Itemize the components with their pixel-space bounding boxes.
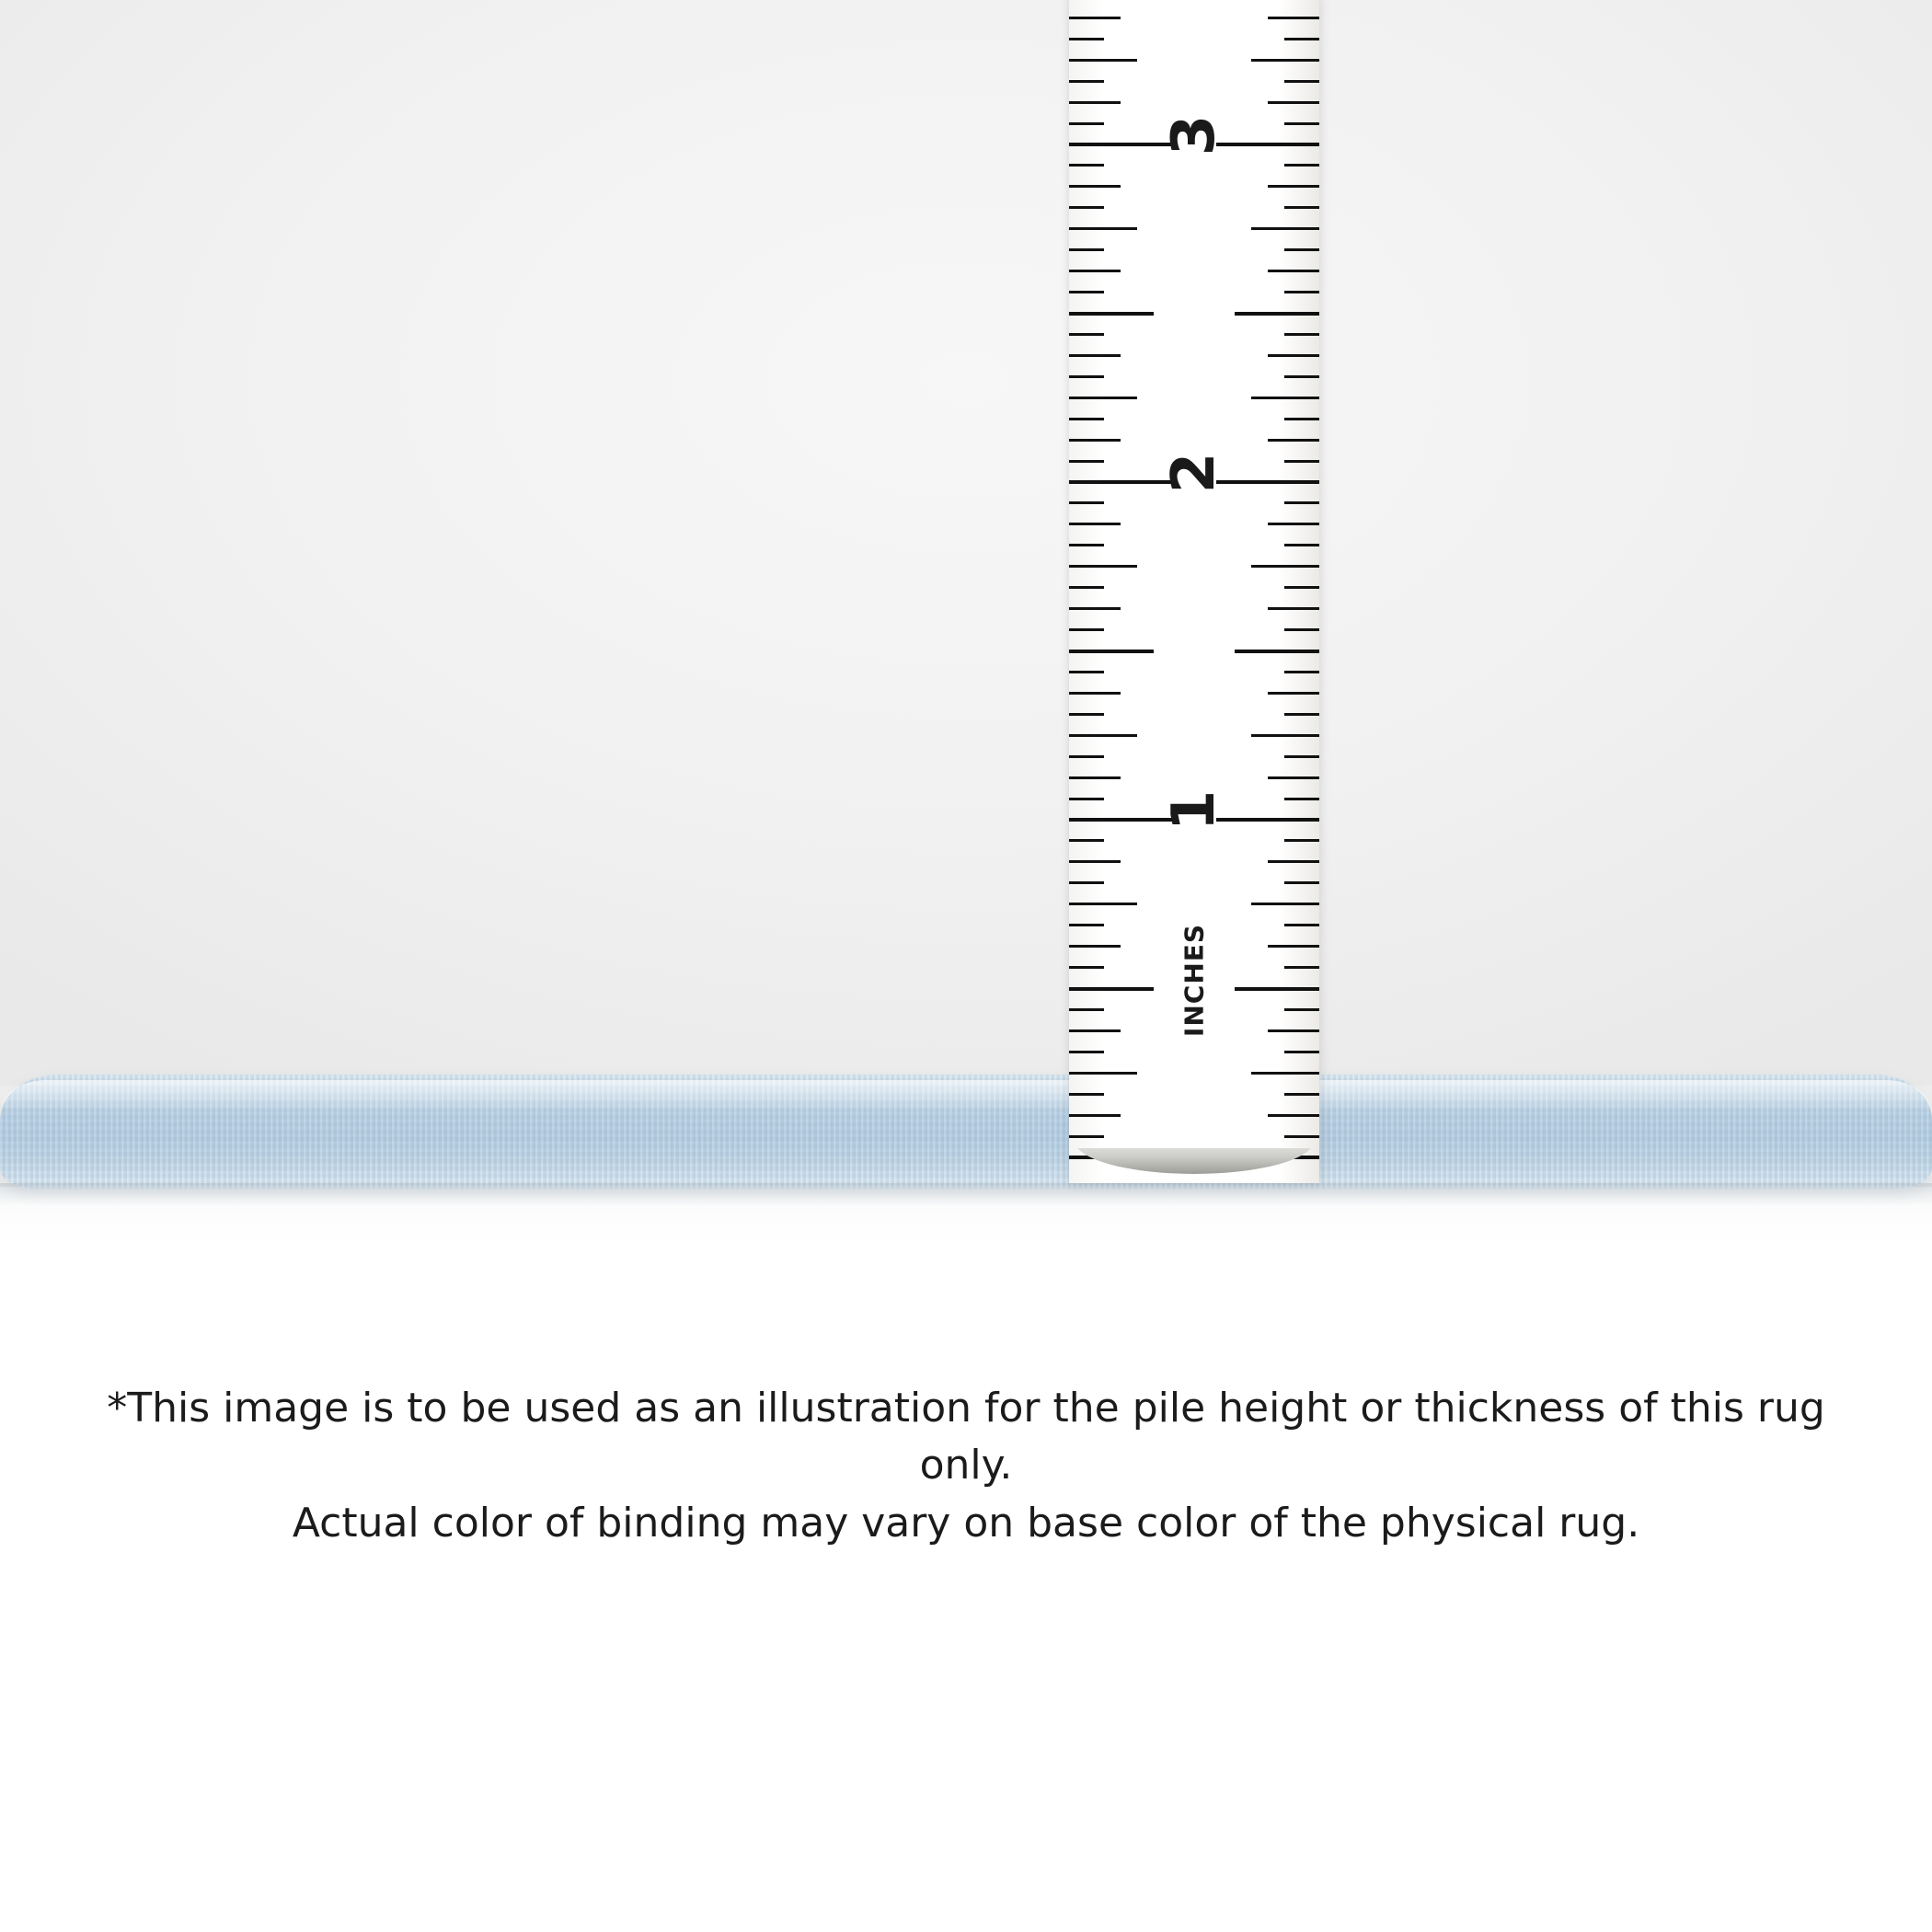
ruler-tick <box>1284 206 1319 209</box>
ruler-tick <box>1284 966 1319 969</box>
ruler-tick <box>1069 1072 1137 1075</box>
ruler-tick <box>1268 945 1319 948</box>
ruler-tick <box>1284 881 1319 884</box>
ruler-tick <box>1284 1135 1319 1138</box>
ruler-metal-tip <box>1069 1148 1319 1190</box>
ruler-tick <box>1069 1051 1104 1053</box>
ruler-tick <box>1069 333 1104 336</box>
ruler-tick <box>1268 17 1319 19</box>
ruler-unit-label: INCHES <box>1179 924 1210 1038</box>
ruler-tick <box>1216 480 1319 484</box>
ruler-tick <box>1268 1029 1319 1032</box>
ruler-number-1: 1 <box>1160 789 1228 832</box>
ruler-tick <box>1069 460 1104 463</box>
ruler-tick <box>1284 460 1319 463</box>
ruler-tick <box>1251 734 1319 737</box>
ruler-tick <box>1069 206 1104 209</box>
ruler-tick <box>1069 755 1104 758</box>
caption-block <box>0 1380 1932 1552</box>
ruler-tick <box>1284 122 1319 125</box>
ruler-tick <box>1284 586 1319 589</box>
ruler-tick <box>1251 1072 1319 1075</box>
ruler-tick <box>1069 881 1104 884</box>
ruler-tick <box>1268 523 1319 525</box>
ruler-tick <box>1284 839 1319 842</box>
ruler-tick <box>1069 501 1104 504</box>
ruler-tick <box>1069 397 1137 399</box>
ruler-tick <box>1251 565 1319 568</box>
ruler-tick <box>1069 480 1172 484</box>
ruler-tick <box>1069 650 1154 653</box>
ruler-tick <box>1069 628 1104 631</box>
rug-edge-highlight <box>0 1080 1932 1111</box>
ruler-tick <box>1069 354 1121 357</box>
ruler-tick <box>1284 164 1319 167</box>
ruler-number-2: 2 <box>1160 452 1228 494</box>
ruler-tick <box>1069 101 1121 104</box>
ruler-tick <box>1268 776 1319 779</box>
ruler-tick <box>1069 248 1104 251</box>
ruler-tick <box>1284 671 1319 673</box>
ruler-tick <box>1251 227 1319 230</box>
ruler-tick <box>1069 1093 1104 1096</box>
ruler-tick <box>1284 924 1319 926</box>
ruler-tick <box>1235 312 1319 316</box>
ruler-tick <box>1284 80 1319 83</box>
ruler-tick <box>1069 418 1104 420</box>
ruler-tick <box>1069 1029 1121 1032</box>
ruler-tick <box>1069 185 1121 188</box>
ruler-tick <box>1069 270 1121 272</box>
ruler <box>1069 0 1319 1183</box>
ruler-tick <box>1069 607 1121 610</box>
ruler-tick <box>1268 185 1319 188</box>
ruler-tick <box>1251 903 1319 905</box>
ruler-tick <box>1268 101 1319 104</box>
ruler-tick <box>1069 1008 1104 1011</box>
ruler-tick <box>1069 966 1104 969</box>
ruler-tick <box>1069 439 1121 442</box>
ruler-tick <box>1268 692 1319 695</box>
ruler-tick <box>1284 755 1319 758</box>
ruler-tick <box>1069 227 1137 230</box>
ruler-tick <box>1069 38 1104 40</box>
ruler-tick <box>1069 818 1172 822</box>
ruler-tick <box>1069 80 1104 83</box>
ruler-tick <box>1268 270 1319 272</box>
ruler-tick <box>1235 987 1319 991</box>
ruler-tick <box>1069 164 1104 167</box>
ruler-tick <box>1069 1135 1104 1138</box>
ruler-tick <box>1069 544 1104 546</box>
ruler-tick <box>1284 501 1319 504</box>
caption-line-2: Actual color of binding may vary on base color of the physical rug. <box>292 1499 1640 1547</box>
ruler-tick <box>1284 248 1319 251</box>
ruler-tick <box>1251 59 1319 62</box>
ruler-tick <box>1069 523 1121 525</box>
ruler-tick <box>1069 291 1104 293</box>
ruler-tick <box>1284 798 1319 800</box>
ruler-tick <box>1284 291 1319 293</box>
ruler-tick <box>1284 418 1319 420</box>
ruler-tick <box>1284 713 1319 716</box>
ruler-tick <box>1069 1114 1121 1117</box>
ruler-tick <box>1284 1051 1319 1053</box>
ruler-tick <box>1069 713 1104 716</box>
ruler-tick <box>1284 375 1319 378</box>
ruler-tick <box>1251 397 1319 399</box>
ruler-tick <box>1069 671 1104 673</box>
ruler-tick <box>1069 122 1104 125</box>
ruler-tick <box>1216 818 1319 822</box>
ruler-tick <box>1069 839 1104 842</box>
ruler-tick <box>1284 628 1319 631</box>
ruler-tick <box>1284 38 1319 40</box>
ruler-tick <box>1268 1114 1319 1117</box>
ruler-tick <box>1284 1093 1319 1096</box>
ruler-tick <box>1284 333 1319 336</box>
ruler-tick <box>1284 1008 1319 1011</box>
ruler-tick <box>1284 544 1319 546</box>
ruler-tick <box>1268 607 1319 610</box>
ruler-tick <box>1069 860 1121 863</box>
ruler-tick <box>1069 776 1121 779</box>
ruler-tick <box>1069 734 1137 737</box>
caption-line-1: *This image is to be used as an illustration for the pile height or thickness of this rug only. <box>107 1385 1825 1489</box>
ruler-tick <box>1069 586 1104 589</box>
ruler-tick <box>1268 354 1319 357</box>
ruler-tick <box>1069 903 1137 905</box>
ruler-tick <box>1268 439 1319 442</box>
ruler-tick <box>1069 59 1137 62</box>
ruler-tick <box>1069 798 1104 800</box>
rug-contact-shadow <box>0 1183 1932 1207</box>
ruler-tick <box>1069 692 1121 695</box>
ruler-tick <box>1069 375 1104 378</box>
ruler-tick <box>1069 924 1104 926</box>
ruler-tick <box>1069 312 1154 316</box>
ruler-tick <box>1069 143 1172 146</box>
ruler-tick <box>1268 860 1319 863</box>
rug-bound-edge <box>0 1075 1932 1192</box>
ruler-tick <box>1069 565 1137 568</box>
ruler-tick <box>1069 945 1121 948</box>
ruler-tick <box>1069 17 1121 19</box>
ruler-tick <box>1069 987 1154 991</box>
ruler-tick <box>1235 650 1319 653</box>
ruler-tick <box>1216 143 1319 146</box>
ruler-number-3: 3 <box>1160 114 1228 156</box>
